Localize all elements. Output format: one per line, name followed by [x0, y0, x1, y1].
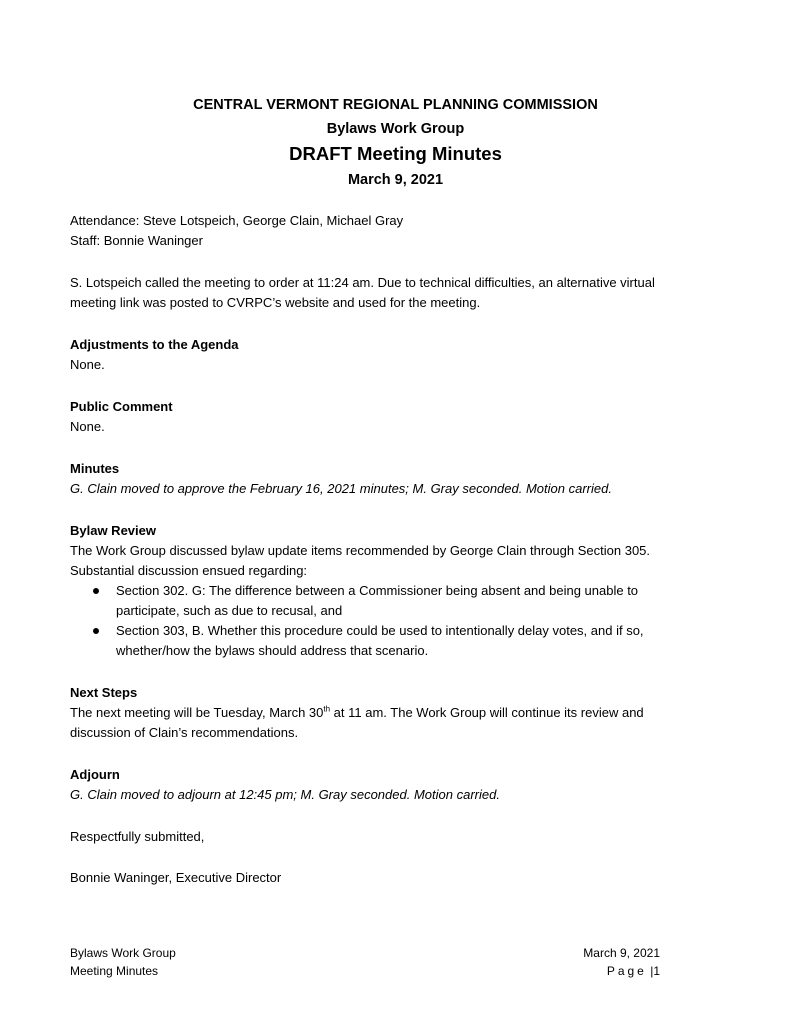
adjustments-heading: Adjustments to the Agenda: [70, 337, 239, 352]
bylaw-review-heading: Bylaw Review: [70, 523, 156, 538]
document-header: [0, 94, 791, 191]
public-comment-text: None.: [70, 419, 105, 434]
footer-left: [70, 944, 176, 980]
intro-line-2: meeting link was posted to CVRPC’s website and used for the meeting.: [70, 295, 481, 310]
next-steps-line-1-start: The next meeting will be Tuesday, March 30: [70, 705, 324, 720]
group-name: Bylaws Work Group: [326, 121, 465, 137]
respectfully-submitted: Respectfully submitted,: [70, 829, 205, 844]
bullet-icon: [93, 588, 99, 594]
minutes-motion: G. Clain moved to approve the February 16, 2021 minutes; M. Gray seconded. Motion carried.: [70, 481, 612, 496]
page-label: Page: [606, 964, 647, 978]
bullet-1-line-1: Section 302. G: The difference between a Commissioner being absent and being unable to: [116, 583, 639, 598]
meeting-date: March 9, 2021: [347, 172, 444, 188]
page-number: 1: [653, 964, 660, 978]
intro-line-1: S. Lotspeich called the meeting to order at 11:24 am. Due to technical difficulties, an alternative virtual: [70, 275, 655, 290]
attendance-line: Attendance: Steve Lotspeich, George Clain, Michael Gray: [70, 213, 404, 228]
adjourn-heading: Adjourn: [70, 767, 120, 782]
adjourn-motion: G. Clain moved to adjourn at 12:45 pm; M. Gray seconded. Motion carried.: [70, 787, 500, 802]
staff-line: Staff: Bonnie Waninger: [70, 233, 203, 248]
bullet-1-line-2: participate, such as due to recusal, and: [116, 603, 343, 618]
page-separator: |: [650, 964, 654, 978]
next-steps-line-1-end: at 11 am. The Work Group will continue its review and: [330, 705, 644, 720]
bullet-icon: [93, 628, 99, 634]
bylaw-review-line-1: The Work Group discussed bylaw update items recommended by George Clain through Section 305.: [70, 543, 651, 558]
bullet-2-line-2: whether/how the bylaws should address that scenario.: [116, 643, 429, 658]
footer-doc-type: Meeting Minutes: [70, 964, 159, 978]
footer-right: [583, 944, 660, 980]
document-title: DRAFT Meeting Minutes: [289, 143, 502, 164]
adjustments-text: None.: [70, 357, 105, 372]
minutes-heading: Minutes: [70, 461, 120, 476]
footer-group-name: Bylaws Work Group: [70, 946, 176, 960]
public-comment-heading: Public Comment: [70, 399, 173, 414]
page-indicator: [583, 962, 660, 980]
next-steps-line-1: [70, 703, 730, 723]
list-item: [70, 621, 730, 661]
bullet-2-line-1: Section 303, B. Whether this procedure could be used to intentionally delay votes, and if so,: [116, 623, 644, 638]
list-item: [70, 581, 730, 621]
ordinal-suffix: th: [323, 704, 331, 714]
document-body: [70, 211, 730, 888]
footer-date: March 9, 2021: [583, 946, 660, 960]
organization-name: CENTRAL VERMONT REGIONAL PLANNING COMMISSION: [193, 97, 598, 113]
bylaw-review-line-2: Substantial discussion ensued regarding:: [70, 563, 308, 578]
signature-line: Bonnie Waninger, Executive Director: [70, 870, 282, 885]
bylaw-review-list: [70, 581, 730, 661]
next-steps-heading: Next Steps: [70, 685, 138, 700]
next-steps-line-2: discussion of Clain’s recommendations.: [70, 725, 299, 740]
